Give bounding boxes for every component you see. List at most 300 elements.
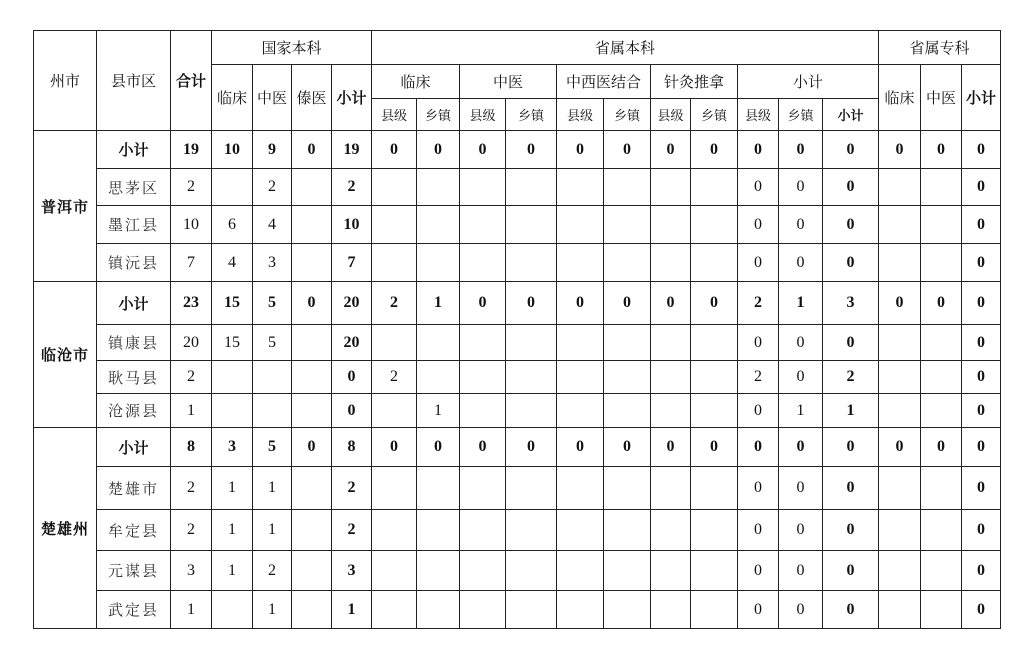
value-cell: 0 [738,467,779,510]
value-cell: 15 [212,282,253,325]
value-cell: 19 [332,131,372,169]
value-cell: 1 [779,282,823,325]
value-cell [372,394,417,428]
value-cell [691,510,738,551]
value-cell: 3 [332,551,372,591]
value-cell [879,169,921,206]
value-cell [604,551,651,591]
value-cell: 2 [171,510,212,551]
value-cell [372,591,417,629]
value-cell: 0 [460,282,506,325]
value-cell: 0 [506,428,557,467]
value-cell: 20 [332,325,372,361]
value-cell [651,206,691,244]
header-spec-subtotal: 小计 [962,65,1001,131]
value-cell [691,244,738,282]
value-cell: 0 [460,131,506,169]
value-cell: 0 [962,325,1001,361]
subtotal-label: 小计 [97,131,171,169]
value-cell: 2 [738,361,779,394]
value-cell: 7 [171,244,212,282]
value-cell [212,394,253,428]
table-row [34,467,1001,510]
value-cell [460,206,506,244]
value-cell [417,325,460,361]
county-cell: 牟定县 [97,510,171,551]
value-cell [506,591,557,629]
value-cell: 0 [651,282,691,325]
table-row [34,394,1001,428]
value-cell: 0 [962,206,1001,244]
value-cell: 0 [779,591,823,629]
value-cell: 2 [171,169,212,206]
value-cell: 5 [253,325,292,361]
value-cell: 2 [372,282,417,325]
value-cell [691,467,738,510]
value-cell: 0 [372,131,417,169]
value-cell: 4 [253,206,292,244]
value-cell: 0 [962,428,1001,467]
value-cell [460,467,506,510]
value-cell: 0 [738,131,779,169]
value-cell [557,206,604,244]
value-cell [651,169,691,206]
prefecture-cell: 临沧市 [34,282,97,428]
header-national-tcm: 中医 [253,65,292,131]
value-cell: 20 [171,325,212,361]
value-cell: 0 [779,551,823,591]
value-cell: 3 [823,282,879,325]
value-cell: 0 [962,169,1001,206]
value-cell: 4 [212,244,253,282]
header-sub-subtotal: 小计 [823,99,879,131]
value-cell: 0 [557,131,604,169]
prefecture-cell: 普洱市 [34,131,97,282]
value-cell [506,467,557,510]
value-cell: 5 [253,282,292,325]
value-cell [212,591,253,629]
value-cell [506,551,557,591]
value-cell: 0 [292,282,332,325]
value-cell [691,394,738,428]
value-cell [292,361,332,394]
value-cell [417,206,460,244]
value-cell: 3 [253,244,292,282]
value-cell: 0 [738,428,779,467]
county-cell: 元谋县 [97,551,171,591]
value-cell [921,169,962,206]
value-cell: 0 [823,428,879,467]
value-cell [372,325,417,361]
value-cell [604,244,651,282]
staff-statistics-table [33,30,1001,629]
value-cell [460,244,506,282]
header-national-dai-medicine: 傣医 [292,65,332,131]
header-national-clinical: 临床 [212,65,253,131]
value-cell: 15 [212,325,253,361]
value-cell: 0 [738,551,779,591]
value-cell: 2 [738,282,779,325]
value-cell [879,361,921,394]
value-cell [557,591,604,629]
subtotal-label: 小计 [97,428,171,467]
value-cell: 19 [171,131,212,169]
value-cell [921,394,962,428]
value-cell [292,510,332,551]
value-cell [372,169,417,206]
value-cell [212,361,253,394]
value-cell [292,325,332,361]
value-cell [604,394,651,428]
header-sub-township: 乡镇 [604,99,651,131]
value-cell: 10 [212,131,253,169]
value-cell: 0 [557,282,604,325]
value-cell [292,169,332,206]
value-cell [372,467,417,510]
value-cell [879,244,921,282]
value-cell: 0 [962,282,1001,325]
value-cell [879,206,921,244]
value-cell: 0 [691,131,738,169]
value-cell [417,591,460,629]
value-cell [921,206,962,244]
value-cell: 1 [417,394,460,428]
subtotal-row [34,131,1001,169]
table-row [34,361,1001,394]
value-cell [921,510,962,551]
value-cell [557,361,604,394]
subtotal-row [34,282,1001,325]
value-cell: 2 [332,510,372,551]
value-cell: 0 [879,428,921,467]
value-cell [506,510,557,551]
header-sub-county: 县级 [460,99,506,131]
county-cell: 耿马县 [97,361,171,394]
value-cell [417,510,460,551]
value-cell [417,467,460,510]
value-cell [253,394,292,428]
value-cell: 7 [332,244,372,282]
value-cell [921,591,962,629]
value-cell [417,169,460,206]
value-cell: 3 [171,551,212,591]
value-cell: 0 [823,244,879,282]
header-prov-tcm: 中医 [460,65,557,99]
value-cell: 0 [779,206,823,244]
value-cell [921,325,962,361]
value-cell [651,551,691,591]
value-cell: 0 [417,428,460,467]
value-cell: 0 [738,510,779,551]
header-sub-township: 乡镇 [779,99,823,131]
value-cell: 0 [651,131,691,169]
value-cell: 1 [171,591,212,629]
value-cell: 1 [212,551,253,591]
value-cell [460,591,506,629]
value-cell [460,169,506,206]
value-cell: 1 [212,510,253,551]
header-prov-clinical: 临床 [372,65,460,99]
table-row [34,325,1001,361]
header-prefecture: 州市 [34,31,97,131]
value-cell [557,244,604,282]
table-body [34,131,1001,629]
value-cell [506,169,557,206]
value-cell: 0 [738,206,779,244]
value-cell: 0 [779,510,823,551]
value-cell: 23 [171,282,212,325]
value-cell [292,551,332,591]
value-cell: 0 [691,282,738,325]
value-cell [879,591,921,629]
value-cell: 0 [292,131,332,169]
value-cell: 0 [779,131,823,169]
value-cell [372,510,417,551]
value-cell: 1 [253,510,292,551]
value-cell: 0 [604,428,651,467]
value-cell [212,169,253,206]
header-total: 合计 [171,31,212,131]
value-cell [651,467,691,510]
value-cell: 0 [738,325,779,361]
value-cell [879,325,921,361]
value-cell [879,510,921,551]
value-cell: 0 [779,244,823,282]
value-cell [921,467,962,510]
value-cell: 0 [557,428,604,467]
value-cell: 0 [779,467,823,510]
value-cell [417,244,460,282]
value-cell [372,206,417,244]
value-cell [292,206,332,244]
header-spec-clinical: 临床 [879,65,921,131]
value-cell: 0 [604,131,651,169]
value-cell: 2 [253,551,292,591]
header-spec-tcm: 中医 [921,65,962,131]
value-cell [879,394,921,428]
value-cell [604,361,651,394]
value-cell: 0 [506,282,557,325]
value-cell [557,510,604,551]
header-prov-acupuncture: 针灸推拿 [651,65,738,99]
value-cell: 10 [332,206,372,244]
value-cell: 10 [171,206,212,244]
value-cell [691,361,738,394]
value-cell: 0 [292,428,332,467]
value-cell: 0 [823,510,879,551]
value-cell [691,325,738,361]
header-prov-subtotal: 小计 [738,65,879,99]
value-cell: 8 [332,428,372,467]
value-cell: 0 [651,428,691,467]
value-cell [604,591,651,629]
value-cell [604,206,651,244]
prefecture-cell: 楚雄州 [34,428,97,629]
value-cell: 0 [738,244,779,282]
value-cell: 0 [823,551,879,591]
value-cell: 0 [604,282,651,325]
value-cell [691,591,738,629]
value-cell: 0 [738,169,779,206]
header-county: 县市区 [97,31,171,131]
header-sub-township: 乡镇 [691,99,738,131]
value-cell: 0 [779,428,823,467]
value-cell [557,325,604,361]
value-cell: 1 [779,394,823,428]
value-cell [604,467,651,510]
header-sub-county: 县级 [372,99,417,131]
table-row [34,244,1001,282]
table-header [34,31,1001,131]
value-cell: 2 [171,361,212,394]
value-cell [921,551,962,591]
county-cell: 镇康县 [97,325,171,361]
county-cell: 墨江县 [97,206,171,244]
value-cell: 8 [171,428,212,467]
value-cell [460,551,506,591]
value-cell: 2 [253,169,292,206]
header-provincial-specialty: 省属专科 [879,31,1001,65]
value-cell [253,361,292,394]
value-cell [506,361,557,394]
county-cell: 思茅区 [97,169,171,206]
value-cell [506,394,557,428]
value-cell: 20 [332,282,372,325]
value-cell [292,394,332,428]
value-cell [372,244,417,282]
value-cell: 0 [823,206,879,244]
value-cell: 1 [212,467,253,510]
value-cell [651,244,691,282]
value-cell: 0 [332,361,372,394]
value-cell: 0 [417,131,460,169]
value-cell: 1 [253,591,292,629]
table-row [34,169,1001,206]
county-cell: 沧源县 [97,394,171,428]
value-cell [557,394,604,428]
value-cell: 0 [738,591,779,629]
value-cell: 0 [879,131,921,169]
subtotal-label: 小计 [97,282,171,325]
value-cell: 0 [962,361,1001,394]
value-cell: 0 [921,131,962,169]
table-row [34,206,1001,244]
value-cell [460,325,506,361]
value-cell [651,510,691,551]
value-cell [506,206,557,244]
value-cell: 1 [253,467,292,510]
value-cell: 0 [879,282,921,325]
value-cell: 0 [962,467,1001,510]
value-cell: 0 [332,394,372,428]
value-cell [879,467,921,510]
value-cell [506,325,557,361]
value-cell: 2 [823,361,879,394]
value-cell [460,510,506,551]
value-cell [651,394,691,428]
value-cell: 6 [212,206,253,244]
value-cell: 0 [823,325,879,361]
value-cell [292,591,332,629]
value-cell: 0 [921,428,962,467]
value-cell: 0 [779,325,823,361]
value-cell [604,510,651,551]
header-prov-integrated: 中西医结合 [557,65,651,99]
value-cell: 0 [962,591,1001,629]
county-cell: 武定县 [97,591,171,629]
value-cell: 0 [962,394,1001,428]
table-row [34,551,1001,591]
value-cell: 2 [372,361,417,394]
value-cell: 0 [962,244,1001,282]
header-sub-township: 乡镇 [506,99,557,131]
table-row [34,591,1001,629]
value-cell [879,551,921,591]
value-cell: 0 [823,169,879,206]
value-cell: 0 [962,510,1001,551]
value-cell: 0 [779,361,823,394]
value-cell: 0 [691,428,738,467]
value-cell [921,244,962,282]
value-cell [460,361,506,394]
value-cell [557,467,604,510]
header-sub-county: 县级 [557,99,604,131]
value-cell: 0 [962,551,1001,591]
value-cell: 2 [332,467,372,510]
value-cell [557,551,604,591]
value-cell: 0 [823,591,879,629]
county-cell: 镇沅县 [97,244,171,282]
value-cell: 0 [372,428,417,467]
value-cell: 0 [921,282,962,325]
value-cell: 0 [779,169,823,206]
value-cell: 0 [823,467,879,510]
value-cell [372,551,417,591]
value-cell [691,206,738,244]
value-cell [506,244,557,282]
value-cell: 2 [171,467,212,510]
value-cell: 1 [823,394,879,428]
value-cell: 9 [253,131,292,169]
value-cell [460,394,506,428]
header-sub-county: 县级 [651,99,691,131]
county-cell: 楚雄市 [97,467,171,510]
value-cell: 0 [823,131,879,169]
value-cell: 1 [332,591,372,629]
value-cell [691,551,738,591]
value-cell [921,361,962,394]
value-cell [604,169,651,206]
value-cell: 5 [253,428,292,467]
subtotal-row [34,428,1001,467]
value-cell [691,169,738,206]
value-cell: 2 [332,169,372,206]
header-national-subtotal: 小计 [332,65,372,131]
header-national-undergrad: 国家本科 [212,31,372,65]
value-cell: 3 [212,428,253,467]
value-cell: 1 [171,394,212,428]
value-cell: 0 [962,131,1001,169]
value-cell [557,169,604,206]
table-row [34,510,1001,551]
value-cell [651,591,691,629]
value-cell [651,325,691,361]
value-cell [417,551,460,591]
header-sub-county: 县级 [738,99,779,131]
value-cell [651,361,691,394]
value-cell: 0 [460,428,506,467]
value-cell: 0 [738,394,779,428]
